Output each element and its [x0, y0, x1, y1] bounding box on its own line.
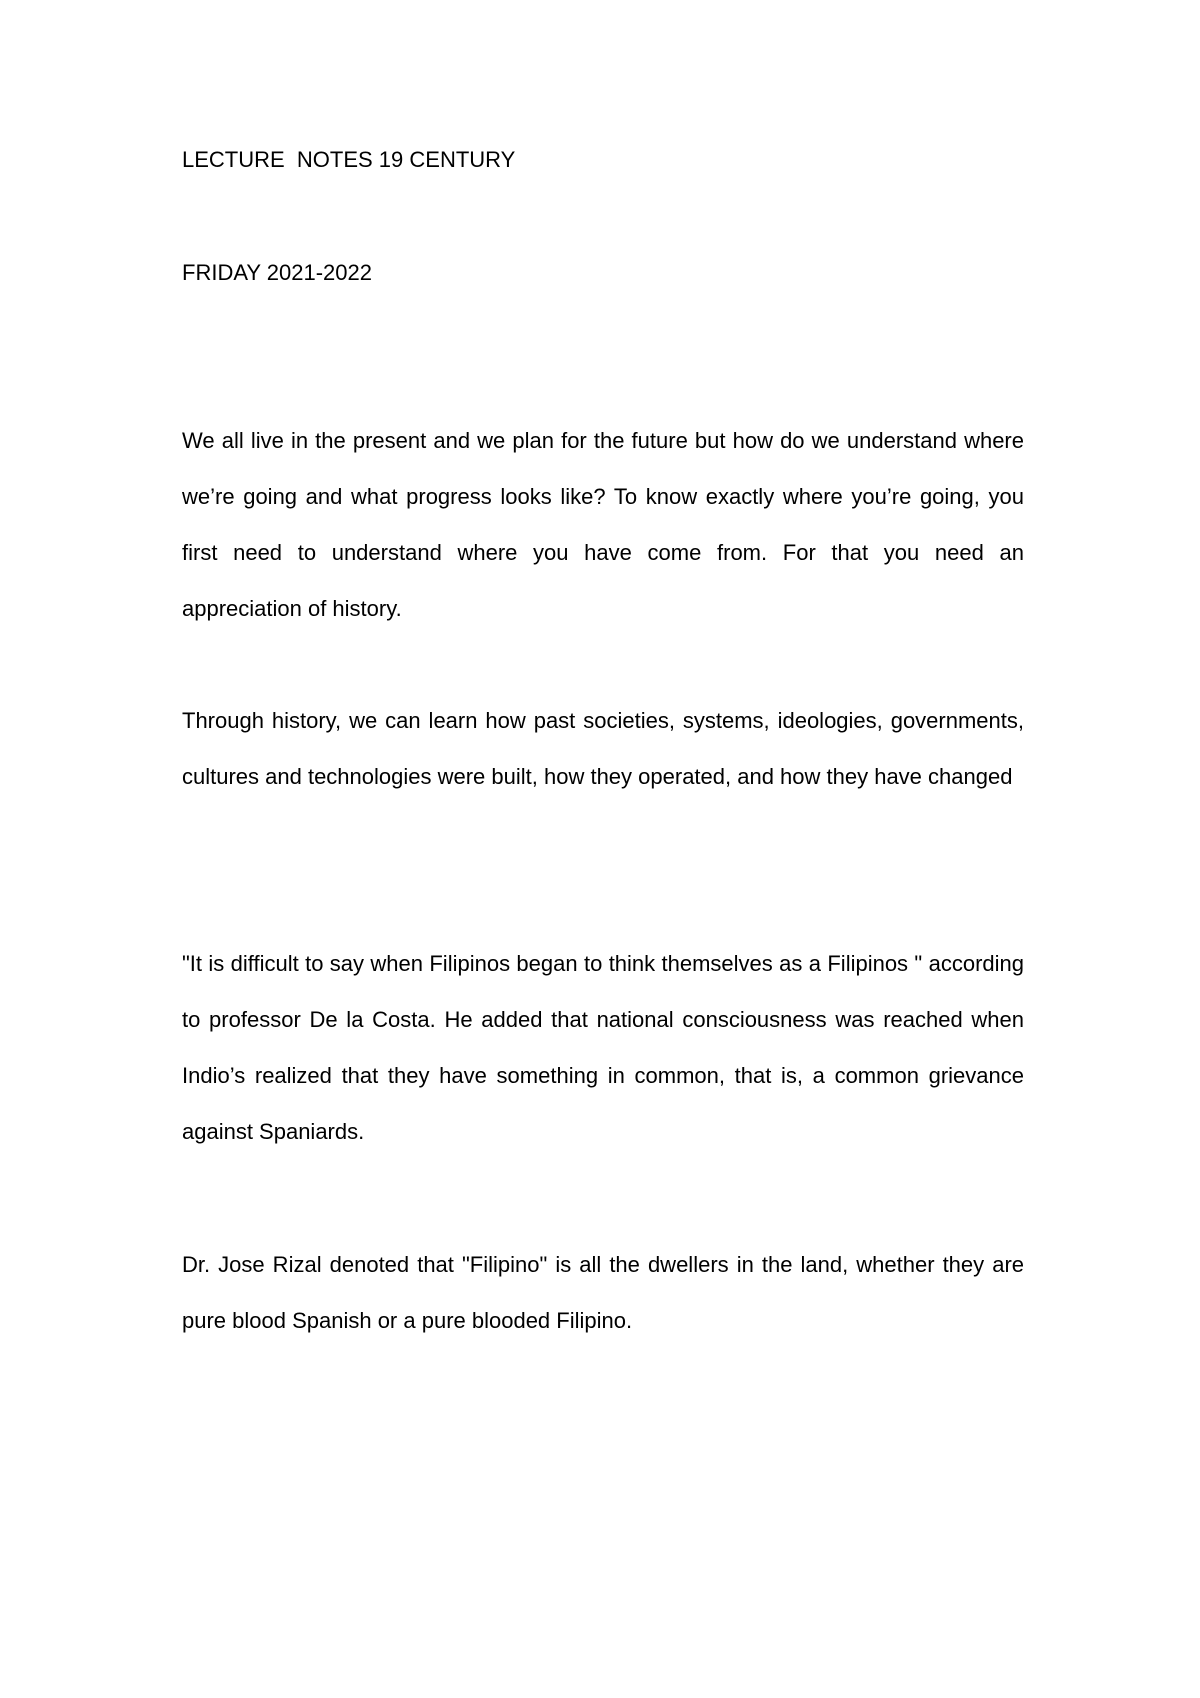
paragraph-history-introduction: We all live in the present and we plan for the future but how do we understand where we’re going and what progress looks like? To know exactly where you’re going, you first need to understand where you have come from. For that you need an appreciation of history. [182, 428, 1024, 621]
paragraph-through-history: Through history, we can learn how past societies, systems, ideologies, governments, cultures and technologies were built, how they operated, and how they have changed [182, 708, 1024, 789]
document-date-line: FRIDAY 2021-2022 [182, 260, 372, 285]
paragraph-national-consciousness: "It is difficult to say when Filipinos began to think themselves as a Filipinos " according to professor De la Costa. He added that national consciousness was reached when Indio’s realized that they have something in common, that is, a common grievance against Spaniards. [182, 951, 1024, 1144]
paragraph-rizal-filipino: Dr. Jose Rizal denoted that "Filipino" is all the dwellers in the land, whether they are pure blood Spanish or a pure blooded Filipino. [182, 1252, 1024, 1333]
document-title: LECTURE NOTES 19 CENTURY [182, 147, 516, 172]
